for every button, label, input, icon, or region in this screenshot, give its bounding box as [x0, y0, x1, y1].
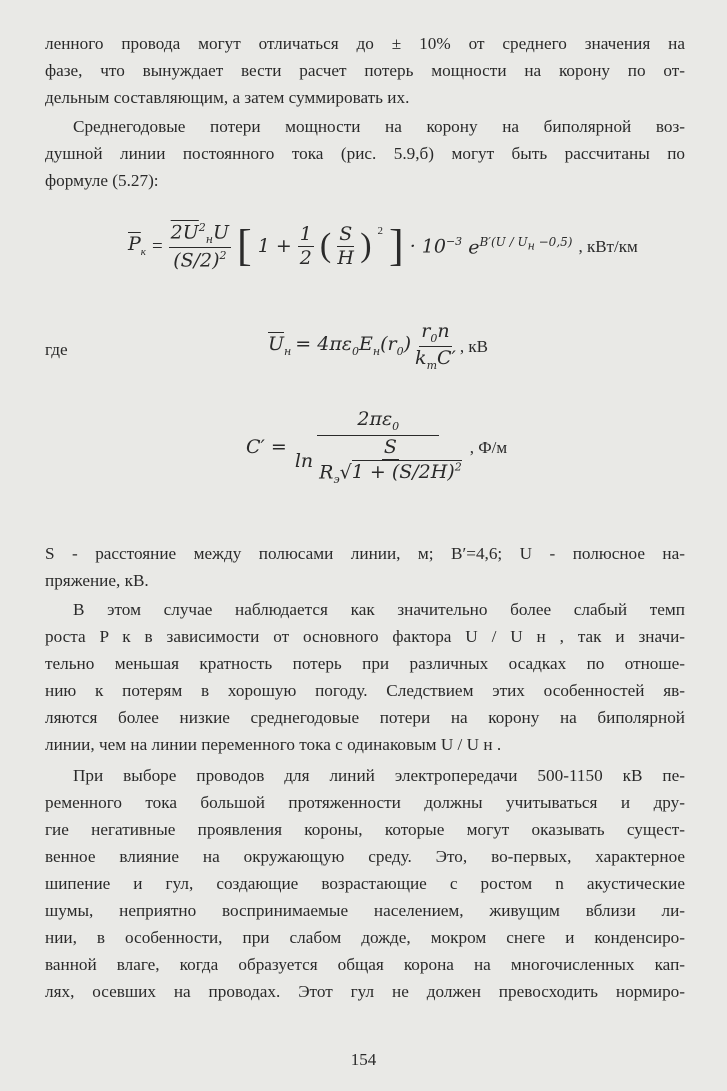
formula-superscript: 2 [219, 249, 227, 263]
text-line: ленного провода могут отличаться до ± 10% от среднего значения на [45, 34, 685, 53]
text-line: нию к потерям в хорошую погоду. Следствием этих особенностей яв- [45, 681, 685, 700]
formula-symbol: C′ = [246, 435, 287, 458]
formula-fraction [415, 322, 456, 371]
paragraph-5 [45, 762, 685, 1005]
text-line: нии, в особенности, при слабом дожде, мокром снеге и конденсиро- [45, 928, 685, 947]
formula-subscript: 0 [430, 331, 438, 345]
formula-term: (r [380, 333, 397, 356]
formula-numerator: 2πε [357, 408, 393, 430]
formula-term: = 4πε [295, 333, 352, 356]
formula-corona-losses: $\overline{P}_к$ = $\frac{2U^2_нU}{(S/2)^2}$ [ 1 + $\frac{1}{2}$ ( $\frac{S}{H}$ ) $^2$ ] · $10^{-3}$ $e^{B'(U / U_н -0,5)}$ , кВт/км [128, 221, 638, 272]
text-line: шумы, неприятно воспринимаемые населением, живущим вблизи ли- [45, 901, 685, 920]
paragraph-2 [45, 113, 685, 194]
formula-subscript: э [333, 472, 340, 486]
formula-denominator: k [415, 346, 427, 369]
text-line: дельным составляющим, а затем суммировать их. [45, 88, 410, 107]
formula-term: 1 + [257, 234, 292, 257]
text-line: лях, осевших на проводах. Этот гул не должен превосходить нормиро- [45, 982, 685, 1001]
formula-subscript: m [426, 358, 437, 372]
formula-capacitance [246, 410, 507, 485]
formula-subscript: 0 [396, 345, 404, 359]
formula-numerator: 1 [299, 222, 312, 245]
formula-numerator: S [383, 435, 397, 458]
text-line: ляются более низкие среднегодовые потери на корону на биполярной [45, 708, 685, 727]
formula-unit: , Ф/м [469, 437, 508, 457]
text-line: При выборе проводов для линий электропередачи 500-1150 кВ пе- [73, 766, 685, 785]
formula-numerator: S [339, 222, 353, 245]
formula-exponent: −0,5) [534, 234, 573, 249]
formula-symbol: $\overline{P}$ [128, 232, 141, 255]
text-line: В этом случае наблюдается как значительно более слабый темп [73, 600, 685, 619]
formula-unit: , кВ [459, 336, 488, 356]
text-line: гие негативные проявления короны, которые могут оказывать сущест- [45, 820, 685, 839]
formula-subscript: н [205, 233, 214, 247]
text-line: фазе, что вынуждает вести расчет потерь мощности на корону по от- [45, 61, 685, 80]
formula-fraction: $\frac{S}{R_э√1 + (S/2H)^2}$ [319, 435, 462, 486]
text-line: ванной влаге, когда образуется общая корона на многочисленных кап- [45, 955, 685, 974]
formula-symbol: $\overline{U}$ [268, 333, 285, 356]
formula-numerator: 2U [170, 221, 199, 244]
formula-superscript: −3 [445, 235, 463, 249]
text-line: шипение и гул, создающие возрастающие с ростом n акустические [45, 874, 685, 893]
formula-superscript: 2 [198, 221, 206, 234]
formula-denominator: (S/2) [173, 249, 220, 272]
text-line: линии, чем на линии переменного тока с одинаковым U / U н . [45, 735, 502, 754]
formula-term: E [359, 333, 373, 356]
formula-root: 1 + (S/2H) [351, 461, 455, 484]
formula-exponent: B′(U / U [479, 234, 528, 249]
formula-denominator: R [319, 461, 334, 484]
formula-fraction [298, 222, 314, 269]
formula-subscript: к [140, 245, 146, 258]
formula-fraction [295, 410, 462, 485]
formula-subscript: н [372, 345, 381, 359]
formula-term: e [468, 235, 480, 258]
formula-log: ln [294, 449, 314, 472]
text-line: венное влияние на окружающую среду. Это, во-первых, характерное [45, 847, 685, 866]
formula-voltage [268, 322, 488, 371]
formula-numerator: n [437, 320, 450, 342]
where-label: где [45, 340, 68, 359]
text-line: роста P к в зависимости от основного фактора U / U н , так и значи- [45, 627, 685, 646]
text-line: S - расстояние между полюсами линии, м; B′=4,6; U - полюсное на- [45, 544, 685, 563]
formula-denominator: H [337, 246, 354, 269]
formula-fraction [169, 222, 231, 270]
text-line: тельно меньшая кратность потерь при различных осадках по отноше- [45, 654, 685, 673]
text-line: ременного тока большой протяженности должны учитываться и дру- [45, 793, 685, 812]
formula-numerator: U [213, 221, 230, 244]
formula-denominator: 2 [299, 246, 312, 269]
formula-subscript: н [527, 238, 535, 252]
formula-superscript: 2 [454, 460, 462, 474]
formula-denominator: C′ [437, 346, 456, 369]
formula-numerator: r [421, 320, 431, 342]
formula-fraction [337, 222, 354, 269]
formula-term: ) [403, 333, 412, 356]
paragraph-3 [45, 540, 685, 594]
formula-term: · 10 [409, 235, 446, 258]
paragraph-1 [45, 30, 685, 111]
page-number: 154 [350, 1050, 377, 1069]
paragraph-4 [45, 596, 685, 758]
formula-subscript: н [284, 345, 292, 359]
formula-subscript: 0 [392, 419, 400, 433]
formula-subscript: 0 [352, 345, 359, 359]
text-line: пряжение, кВ. [45, 571, 149, 590]
formula-superscript: 2 [377, 225, 384, 237]
text-line: формуле (5.27): [45, 171, 159, 190]
text-line: душной линии постоянного тока (рис. 5.9,б) могут быть рассчитаны по [45, 144, 685, 163]
formula-unit: , кВт/км [578, 236, 638, 256]
text-line: Среднегодовые потери мощности на корону на биполярной воз- [73, 117, 685, 136]
